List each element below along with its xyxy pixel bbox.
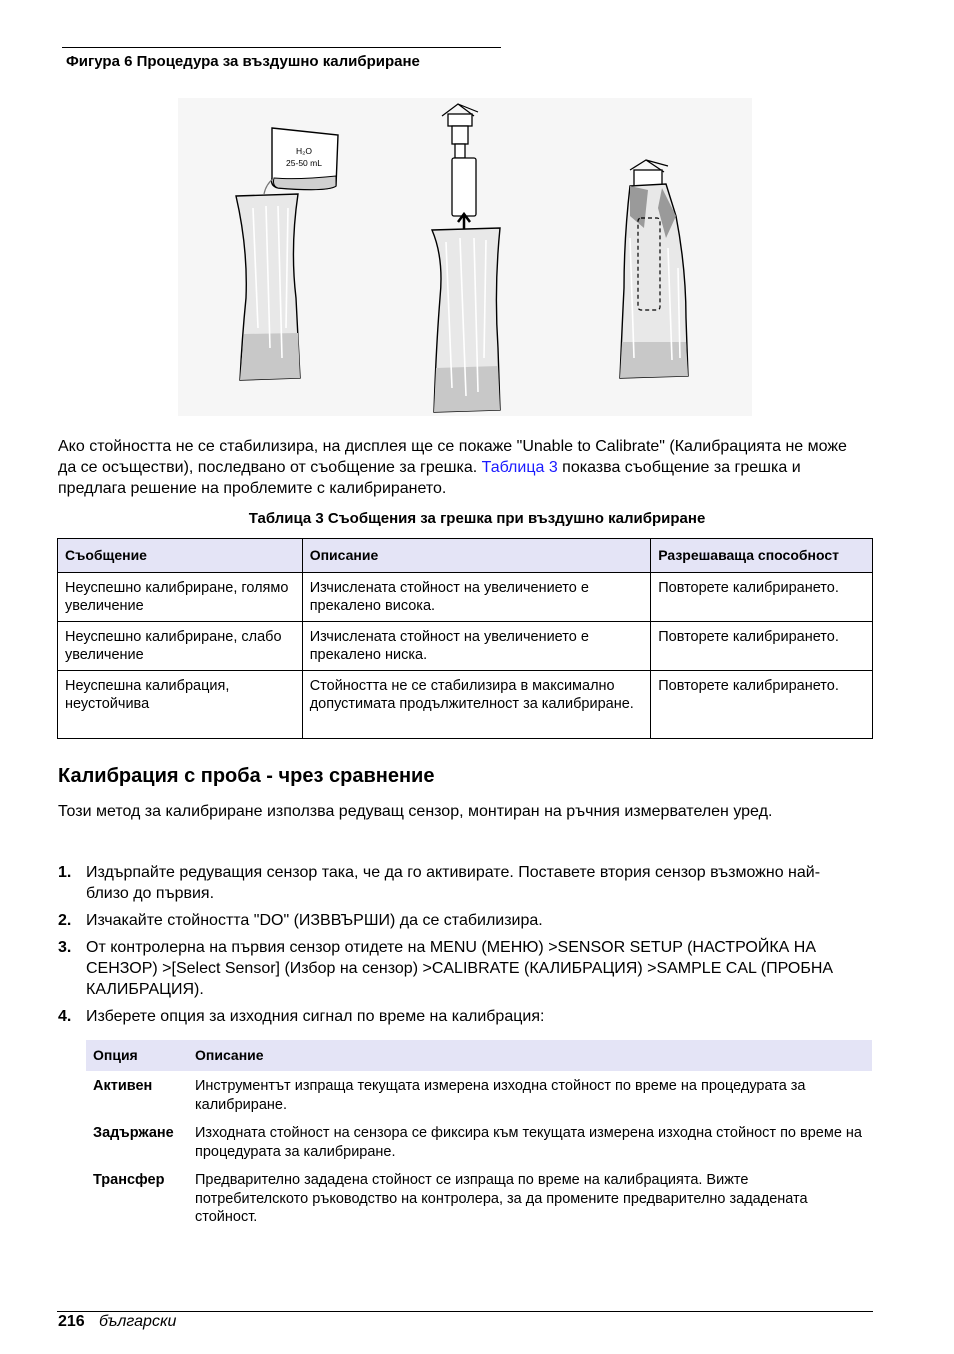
options-row <box>86 1118 872 1165</box>
unable-to-calibrate-paragraph <box>58 436 858 499</box>
step-text: Издърпайте редуващия сензор така, че да го активирате. Поставете втория сензор възможно най-близо до първия. <box>86 864 821 902</box>
cell-resolution: Повторете калибрирането. <box>651 622 873 671</box>
step-text: От контролерна на първия сензор отидете на MENU (МЕНЮ) >SENSOR SETUP (НАСТРОЙКА НА СЕНЗОР) >[Select Sensor] (Избор на сензор) >CALIBRATE (КАЛИБРАЦИЯ) >SAMPLE CAL (ПРОБНА КАЛИБРАЦИЯ). <box>86 939 834 998</box>
footer-language: български <box>99 1313 177 1330</box>
procedure-steps <box>58 862 858 1033</box>
option-description: Изходната стойност на сензора се фиксира към текущата измерена изходна стойност по време на процедурата за калибриране. <box>195 1125 862 1160</box>
section-intro: Този метод за калибриране използва редуващ сензор, монтиран на ръчния измервателен уред. <box>58 803 773 820</box>
step-item <box>58 937 858 1000</box>
cell-message: Неуспешно калибриране, голямо увеличение <box>58 573 303 622</box>
options-header-row <box>86 1040 872 1071</box>
step-item <box>58 862 858 904</box>
cell-description: Изчислената стойност на увеличението е прекалено висока. <box>302 573 651 622</box>
cell-resolution: Повторете калибрирането. <box>651 671 873 739</box>
figure-caption: Фигура 6 Процедура за въздушно калибриране <box>66 53 420 70</box>
table-row <box>58 573 873 622</box>
table-row <box>58 622 873 671</box>
options-row <box>86 1071 872 1118</box>
option-name: Активен <box>93 1078 153 1094</box>
error-messages-table <box>57 538 873 739</box>
step-number: 1. <box>58 864 72 881</box>
cell-message: Неуспешно калибриране, слабо увеличение <box>58 622 303 671</box>
cell-description: Стойността не се стабилизира в максимално допустимата продължителност за калибриране. <box>302 671 651 739</box>
section-heading: Калибрация с проба - чрез сравнение <box>58 765 435 787</box>
header-message: Съобщение <box>58 539 303 573</box>
cell-description: Изчислената стойност на увеличението е прекалено ниска. <box>302 622 651 671</box>
cell-message: Неуспешна калибрация, неустойчива <box>58 671 303 739</box>
step-number: 3. <box>58 939 72 956</box>
beaker-label-water: H₂O <box>295 146 313 156</box>
step-number: 2. <box>58 912 72 929</box>
table-3-link[interactable]: Таблица 3 <box>481 459 558 476</box>
cell-resolution: Повторете калибрирането. <box>651 573 873 622</box>
table-row <box>58 671 873 739</box>
header-option-description: Описание <box>188 1040 872 1071</box>
footer-rule <box>57 1311 873 1312</box>
option-description: Предварително зададена стойност се изпраща по време на калибрацията. Вижте потребителското ръководство на контролера, за да промените предварително зададената стойност. <box>195 1172 808 1225</box>
air-calibration-illustration <box>178 98 752 416</box>
header-option: Опция <box>86 1040 188 1071</box>
output-options-table <box>86 1040 872 1231</box>
step-number: 4. <box>58 1008 72 1025</box>
table-header-row <box>58 539 873 573</box>
option-name: Трансфер <box>93 1172 165 1188</box>
table-caption: Таблица 3 Съобщения за грешка при въздушно калибриране <box>248 510 706 527</box>
options-row <box>86 1165 872 1231</box>
option-name: Задържане <box>93 1125 174 1141</box>
step-item <box>58 1006 858 1027</box>
beaker-label-volume: 25-50 mL <box>286 158 322 168</box>
step-item <box>58 910 858 931</box>
step-text: Изчакайте стойността "DO" (ИЗВВЪРШИ) да се стабилизира. <box>86 912 543 929</box>
header-resolution: Разрешаваща способност <box>651 539 873 573</box>
step-text: Изберете опция за изходния сигнал по време на калибрация: <box>86 1008 545 1025</box>
paragraph-text: Ако стойността не се стабилизира, на дисплея ще се покаже "Unable to Calibrate" (Калибрацията не може да се осъществи), последвано от съобщение за грешка. <box>58 438 847 476</box>
paragraph-text-end: показва съобщение за грешка и предлага решение на проблемите с калибрирането. <box>58 459 801 497</box>
option-description: Инструментът изпраща текущата измерена изходна стойност по време на процедурата за калибриране. <box>195 1078 806 1113</box>
page-number: 216 <box>58 1313 85 1330</box>
figure-caption-rule <box>62 47 501 48</box>
header-description: Описание <box>302 539 651 573</box>
